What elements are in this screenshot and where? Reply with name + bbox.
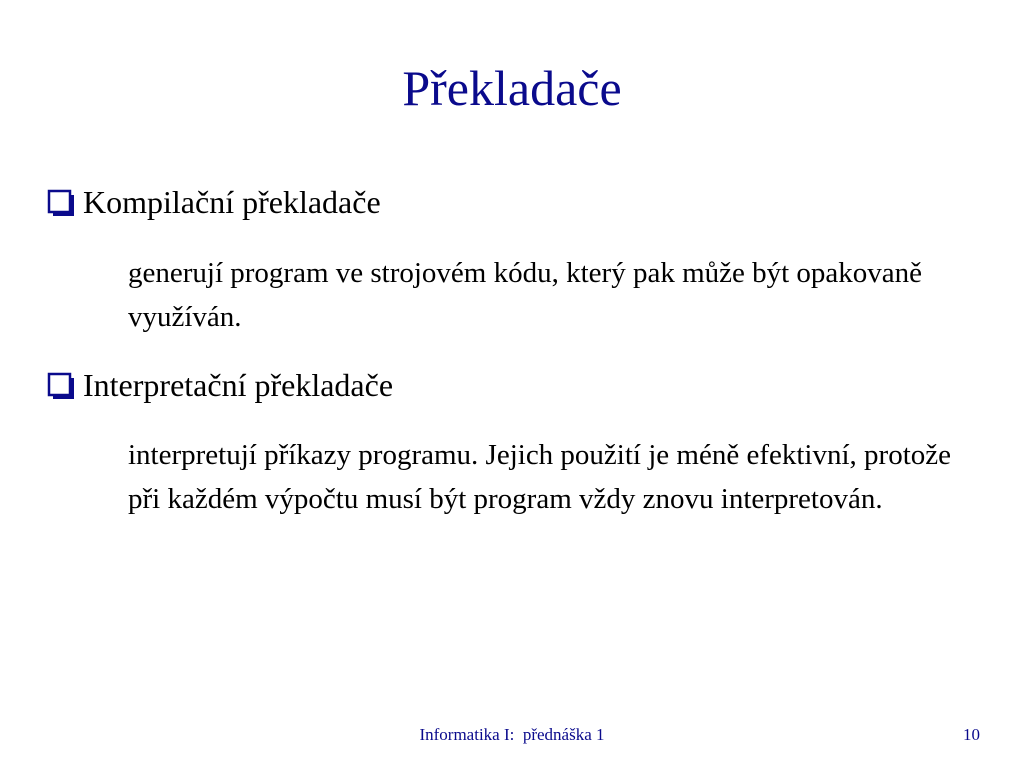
hollow-square-bullet-icon: [47, 187, 77, 217]
slide-title: Překladače: [402, 60, 622, 116]
bullet-description: interpretují příkazy programu. Jejich použití je méně efektivní, protože při každém výpočtu musí být program vždy znovu interpretován.: [128, 439, 951, 515]
footer-course-label: Informatika I: přednáška 1: [419, 725, 605, 744]
bullet-heading: Kompilační překladače: [83, 184, 381, 220]
hollow-square-bullet-icon: [47, 370, 77, 400]
bullet-description: generují program ve strojovém kódu, který pak může být opakovaně využíván.: [128, 257, 923, 333]
bullet-item-compilers: [47, 182, 381, 222]
bullet-item-interpreters: [47, 365, 393, 405]
bullet-heading: Interpretační překladače: [83, 367, 394, 403]
slide-page-number: 10: [963, 725, 980, 744]
